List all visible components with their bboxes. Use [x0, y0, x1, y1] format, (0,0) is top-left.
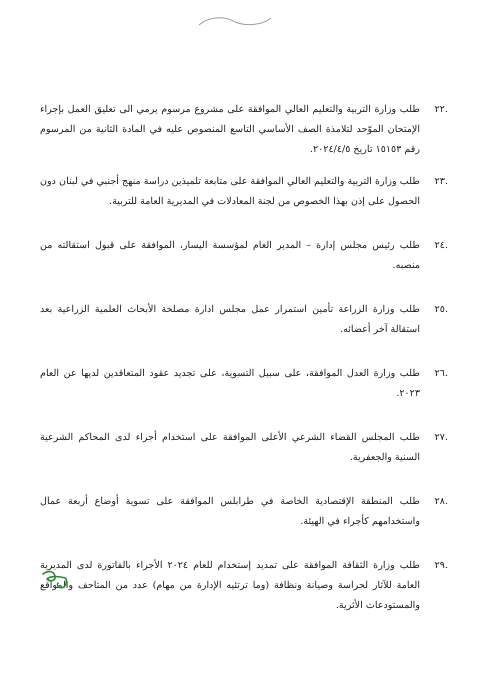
item-text: طلب رئيس مجلس إدارة – المدير العام لمؤسسة اليسار، الموافقة على قبول استقالته من منصبه.: [40, 240, 420, 271]
item-number: .٢٩: [434, 560, 448, 571]
page-tab-mark: [195, 14, 275, 28]
list-item: [40, 236, 448, 276]
item-number: .٢٧: [434, 432, 448, 443]
item-number: .٢٦: [434, 368, 448, 379]
item-text: طلب وزارة العدل الموافقة، على سبيل التسوية، على تجديد عقود المتعاقدين لديها عن العام ٢٠٢٣.: [40, 368, 420, 399]
item-number: .٢٢: [434, 104, 448, 115]
item-number: .٢٥: [434, 304, 448, 315]
item-number: .٢٨: [434, 496, 448, 507]
item-text: طلب وزارة الزراعة تأمين استمرار عمل مجلس ادارة مصلحة الأبحاث العلمية الزراعية بعد استقالة آخر أعضائه.: [40, 304, 420, 335]
list-item: [40, 428, 448, 468]
list-item: [40, 556, 448, 616]
item-number: .٢٤: [434, 240, 448, 251]
item-text: طلب وزارة التربية والتعليم العالي الموافقة على مشروع مرسوم يرمي الى تعليق العمل بإجراء الإمتحان الموّحد لتلامذة الصف الأساسي التاسع المنصوص عليه في المادة الثانية من المرسوم رقم ١٥١٥٣ تاريخ ٢٠٢٤/٤/٥.: [40, 104, 420, 155]
item-text: طلب المنطقة الإقتصادية الخاصة في طرابلس الموافقة على تسوية أوضاع أربعة عمال واستخدامهم كأجراء في الهيئة.: [40, 496, 420, 527]
list-item: [40, 364, 448, 404]
item-number: .٢٣: [434, 176, 448, 187]
item-text: طلب المجلس القضاء الشرعي الأعلى الموافقة على استخدام أجراء لدى المحاكم الشرعية السنية والجعفرية.: [40, 432, 420, 463]
list-item: [40, 172, 448, 212]
item-text: طلب وزارة الثقافة الموافقة على تمديد إستخدام للعام ٢٠٢٤ الأجراء بالفاتورة لدى المديرية العامة للآثار لحراسة وصيانة ونظافة (وما ترتئيه الإدارة من مهام) عدد من المتاحف والمواقع والمستودعات الأثرية.: [40, 560, 420, 611]
list-item: [40, 492, 448, 532]
items-list: [40, 100, 448, 616]
list-item: [40, 300, 448, 340]
list-item: [40, 100, 448, 160]
item-text: طلب وزارة التربية والتعليم العالي الموافقة على متابعة تلميذين دراسة منهج أجنبي في لبنان دون الحصول على إذن بهذا الخصوص من لجنة المعادلات في المديرية العامة للتربية.: [40, 176, 420, 207]
handwritten-signature: [40, 568, 74, 590]
